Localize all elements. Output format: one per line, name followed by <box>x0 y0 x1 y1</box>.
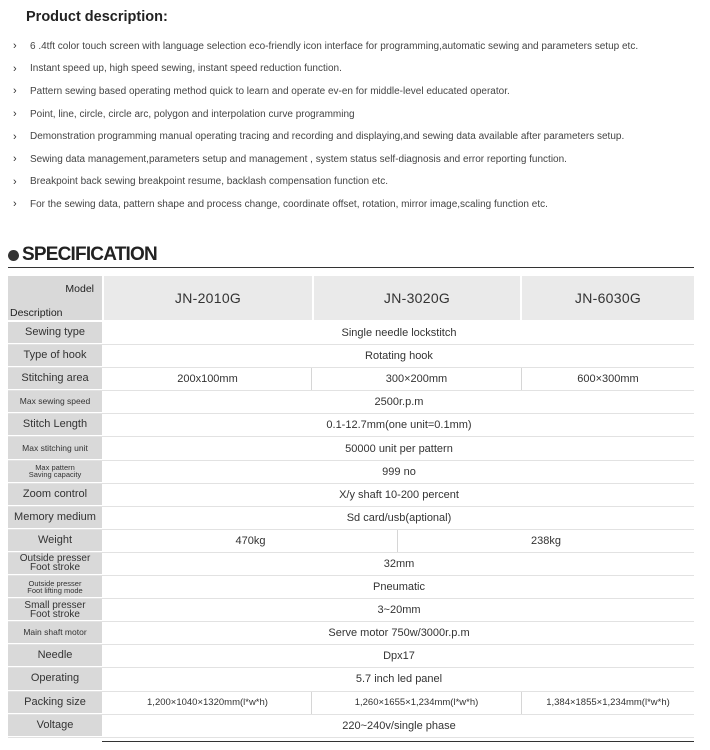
cell-value: 2500r.p.m <box>374 396 424 409</box>
cell-value: 32mm <box>383 557 415 570</box>
cell-value: 3~20mm <box>377 604 421 617</box>
row-label-line: Foot stroke <box>29 608 80 620</box>
specification-title: SPECIFICATION <box>22 244 157 265</box>
table-row <box>8 414 694 437</box>
table-row <box>8 345 694 368</box>
table-row <box>8 599 694 622</box>
row-label: Weight <box>8 530 102 552</box>
table-row <box>8 391 694 414</box>
feature-text: Pattern sewing based operating method quick to learn and operate ev-en for middle-level educated operator. <box>30 85 510 97</box>
corner-description-label: Description <box>10 307 63 319</box>
table-row <box>8 368 694 391</box>
specification-header <box>8 244 157 266</box>
feature-text: Point, line, circle, circle arc, polygon and interpolation curve programming <box>30 108 355 120</box>
cell-value: 238kg <box>531 534 561 547</box>
chevron-right-icon: › <box>13 108 17 121</box>
row-label <box>8 576 102 598</box>
row-label: Max stitching unit <box>8 437 102 459</box>
feature-text: Instant speed up, high speed sewing, instant speed reduction function. <box>30 63 342 75</box>
chevron-right-icon: › <box>13 130 17 143</box>
row-label-line: Foot lifting mode <box>27 585 83 595</box>
feature-list <box>13 35 638 216</box>
row-label: Voltage <box>8 715 102 737</box>
feature-text: For the sewing data, pattern shape and process change, coordinate offset, rotation, mirror image,scaling function etc. <box>30 198 548 210</box>
feature-text: Breakpoint back sewing breakpoint resume, backlash compensation function etc. <box>30 176 388 188</box>
chevron-right-icon: › <box>13 40 17 53</box>
divider <box>8 267 694 268</box>
table-row <box>8 553 694 576</box>
cell-value: 470kg <box>104 530 398 552</box>
row-label: Operating <box>8 668 102 690</box>
row-label: Sewing type <box>8 322 102 344</box>
chevron-right-icon: › <box>13 85 17 98</box>
feature-item <box>13 148 638 171</box>
row-label-line: Saving capacity <box>28 470 82 480</box>
table-row <box>8 622 694 645</box>
feature-item <box>13 103 638 126</box>
model-header-jn-6030g: JN-6030G <box>522 276 694 320</box>
cell-value: Rotating hook <box>365 350 433 363</box>
table-row <box>8 692 694 715</box>
feature-item <box>13 193 638 216</box>
cell-value: 5.7 inch led panel <box>355 673 443 686</box>
row-label: Memory medium <box>8 507 102 529</box>
row-label-line: Outside presser <box>19 553 91 565</box>
chevron-right-icon: › <box>13 175 17 188</box>
cell-value: 1,200×1040×1320mm(l*w*h) <box>104 692 312 714</box>
cell-value: 999 no <box>382 465 416 478</box>
feature-text: Demonstration programming manual operating tracing and recording and displaying,and sewing data available after parameters setup. <box>30 131 625 143</box>
cell-value: Pneumatic <box>373 581 425 594</box>
table-row <box>8 507 694 530</box>
cell-value: Dpx17 <box>383 650 415 663</box>
cell-value: Single needle lockstitch <box>341 327 457 340</box>
feature-item <box>13 80 638 103</box>
divider <box>102 741 694 742</box>
table-row <box>8 668 694 691</box>
table-row <box>8 322 694 345</box>
table-row <box>8 576 694 599</box>
header-corner-cell <box>8 276 102 320</box>
cell-value: Sd card/usb(aptional) <box>346 511 452 524</box>
specification-table <box>8 276 694 738</box>
row-label: Max sewing speed <box>8 391 102 413</box>
chevron-right-icon: › <box>13 62 17 75</box>
row-label-line: Small presser <box>24 599 86 611</box>
cell-value: Serve motor 750w/3000r.p.m <box>328 627 470 640</box>
cell-value: 0.1-12.7mm(one unit=0.1mm) <box>326 419 472 432</box>
model-header-jn-3020g: JN-3020G <box>314 276 520 320</box>
row-label <box>8 599 102 621</box>
feature-item <box>13 35 638 58</box>
row-label-line: Foot stroke <box>29 562 81 574</box>
cell-value: 50000 unit per pattern <box>345 442 453 455</box>
row-label <box>8 461 102 483</box>
feature-text: 6 .4tft color touch screen with language selection eco-friendly icon interface for programming,automatic sewing and parameters setup etc. <box>30 40 639 52</box>
feature-item <box>13 125 638 148</box>
row-label: Zoom control <box>8 484 102 506</box>
chevron-right-icon: › <box>13 198 17 211</box>
bullet-dot-icon <box>8 250 19 261</box>
cell-value: 1,384×1855×1,234mm(l*w*h) <box>546 697 670 709</box>
cell-value: 1,260×1655×1,234mm(l*w*h) <box>312 692 522 714</box>
row-label-line: Max pattern <box>35 463 75 473</box>
row-label: Stitch Length <box>8 414 102 436</box>
table-row <box>8 645 694 668</box>
chevron-right-icon: › <box>13 153 17 166</box>
corner-model-label: Model <box>65 283 94 295</box>
cell-value: 220~240v/single phase <box>342 719 456 732</box>
feature-item <box>13 171 638 194</box>
row-label: Type of hook <box>8 345 102 367</box>
row-label <box>8 553 102 575</box>
row-label: Packing size <box>8 692 102 714</box>
product-description-title: Product description: <box>26 9 168 25</box>
cell-value: 600×300mm <box>577 373 639 386</box>
row-label: Stitching area <box>8 368 102 390</box>
row-label: Main shaft motor <box>8 622 102 644</box>
model-header-jn-2010g: JN-2010G <box>104 276 312 320</box>
table-row <box>8 530 694 553</box>
table-row <box>8 484 694 507</box>
row-label: Needle <box>8 645 102 667</box>
cell-value: 300×200mm <box>312 368 522 390</box>
table-row <box>8 437 694 460</box>
row-label-line: Outside presser <box>28 578 82 588</box>
cell-value: X/y shaft 10-200 percent <box>339 488 459 501</box>
table-header-row <box>8 276 694 320</box>
table-row <box>8 715 694 738</box>
cell-value: 200x100mm <box>104 368 312 390</box>
feature-item <box>13 58 638 81</box>
table-row <box>8 461 694 484</box>
feature-text: Sewing data management,parameters setup and management , system status self-diagnosis and error reporting function. <box>30 153 567 165</box>
